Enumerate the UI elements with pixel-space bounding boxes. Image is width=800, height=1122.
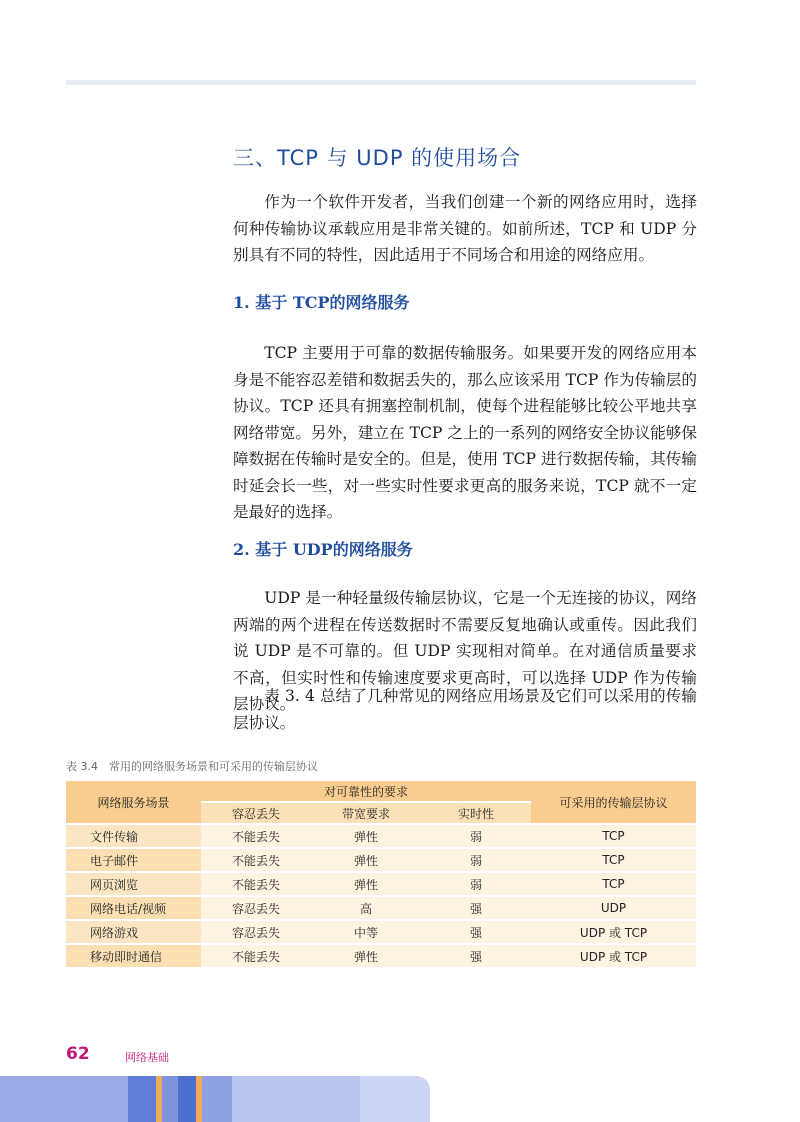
cell-bandwidth: 中等: [311, 921, 421, 943]
header-rule: [66, 80, 696, 85]
book-title: 网络基础: [125, 1051, 169, 1064]
cell-loss: 不能丢失: [201, 825, 311, 847]
udp-paragraph: UDP 是一种轻量级传输层协议，它是一个无连接的协议，网络两端的两个进程在传送数据时不需要反复地确认或重传。因此我们说 UDP 是不可靠的。但 UDP 实现相对简单。在对通信质量要求不高，但实时性和传输速度要求更高时，可以选择 UDP 作为传输层协议。: [233, 589, 697, 713]
cell-realtime: 强: [421, 897, 531, 919]
cell-scene: 网络游戏: [66, 921, 201, 943]
table-row: [66, 945, 696, 967]
cell-scene: 移动即时通信: [66, 945, 201, 967]
cell-protocol: UDP 或 TCP: [531, 921, 696, 943]
cell-loss: 不能丢失: [201, 945, 311, 967]
cell-protocol: TCP: [531, 825, 696, 847]
cell-loss: 不能丢失: [201, 849, 311, 871]
udp-heading: 2. 基于 UDP的网络服务: [233, 540, 413, 559]
cell-loss: 容忍丢失: [201, 921, 311, 943]
table-row: [66, 873, 696, 895]
table-intro-paragraph: 表 3. 4 总结了几种常见的网络应用场景及它们可以采用的传输层协议。: [233, 687, 697, 732]
cell-protocol: TCP: [531, 873, 696, 895]
protocol-table: [66, 779, 696, 969]
header-realtime: 实时性: [421, 803, 531, 823]
table-caption: 表 3.4 常用的网络服务场景和可采用的传输层协议: [66, 760, 318, 773]
cell-protocol: UDP 或 TCP: [531, 945, 696, 967]
cell-scene: 网络电话/视频: [66, 897, 201, 919]
header-reliability: 对可靠性的要求: [201, 781, 531, 801]
cell-scene: 文件传输: [66, 825, 201, 847]
header-loss: 容忍丢失: [201, 803, 311, 823]
tcp-heading: 1. 基于 TCP的网络服务: [233, 293, 410, 312]
cell-realtime: 弱: [421, 873, 531, 895]
cell-realtime: 强: [421, 921, 531, 943]
header-scene: 网络服务场景: [66, 781, 201, 823]
cell-bandwidth: 弹性: [311, 945, 421, 967]
footer-decoration: [0, 1076, 430, 1122]
intro-paragraph: 作为一个软件开发者，当我们创建一个新的网络应用时，选择何种传输协议承载应用是非常关键的。如前所述，TCP 和 UDP 分别具有不同的特性，因此适用于不同场合和用途的网络应用。: [233, 193, 697, 264]
cell-realtime: 强: [421, 945, 531, 967]
cell-realtime: 弱: [421, 849, 531, 871]
cell-protocol: UDP: [531, 897, 696, 919]
cell-scene: 电子邮件: [66, 849, 201, 871]
tcp-paragraph: TCP 主要用于可靠的数据传输服务。如果要开发的网络应用本身是不能容忍差错和数据丢失的，那么应该采用 TCP 作为传输层的协议。TCP 还具有拥塞控制机制，使每个进程能够比较公平地共享网络带宽。另外，建立在 TCP 之上的一系列的网络安全协议能够保障数据在传输时是安全的。但是，使用 TCP 进行数据传输，其传输时延会长一些，对一些实时性要求更高的服务来说，TCP 就不一定是最好的选择。: [233, 344, 697, 521]
cell-bandwidth: 弹性: [311, 873, 421, 895]
table-row: [66, 921, 696, 943]
header-protocol: 可采用的传输层协议: [531, 781, 696, 823]
header-bandwidth: 带宽要求: [311, 803, 421, 823]
cell-bandwidth: 弹性: [311, 849, 421, 871]
cell-loss: 容忍丢失: [201, 897, 311, 919]
table-row: [66, 849, 696, 871]
table-row: [66, 825, 696, 847]
cell-protocol: TCP: [531, 849, 696, 871]
cell-scene: 网页浏览: [66, 873, 201, 895]
cell-loss: 不能丢失: [201, 873, 311, 895]
cell-realtime: 弱: [421, 825, 531, 847]
section-title: 三、TCP 与 UDP 的使用场合: [233, 146, 522, 170]
page-number: 62: [66, 1044, 90, 1064]
cell-bandwidth: 高: [311, 897, 421, 919]
cell-bandwidth: 弹性: [311, 825, 421, 847]
table-row: [66, 897, 696, 919]
